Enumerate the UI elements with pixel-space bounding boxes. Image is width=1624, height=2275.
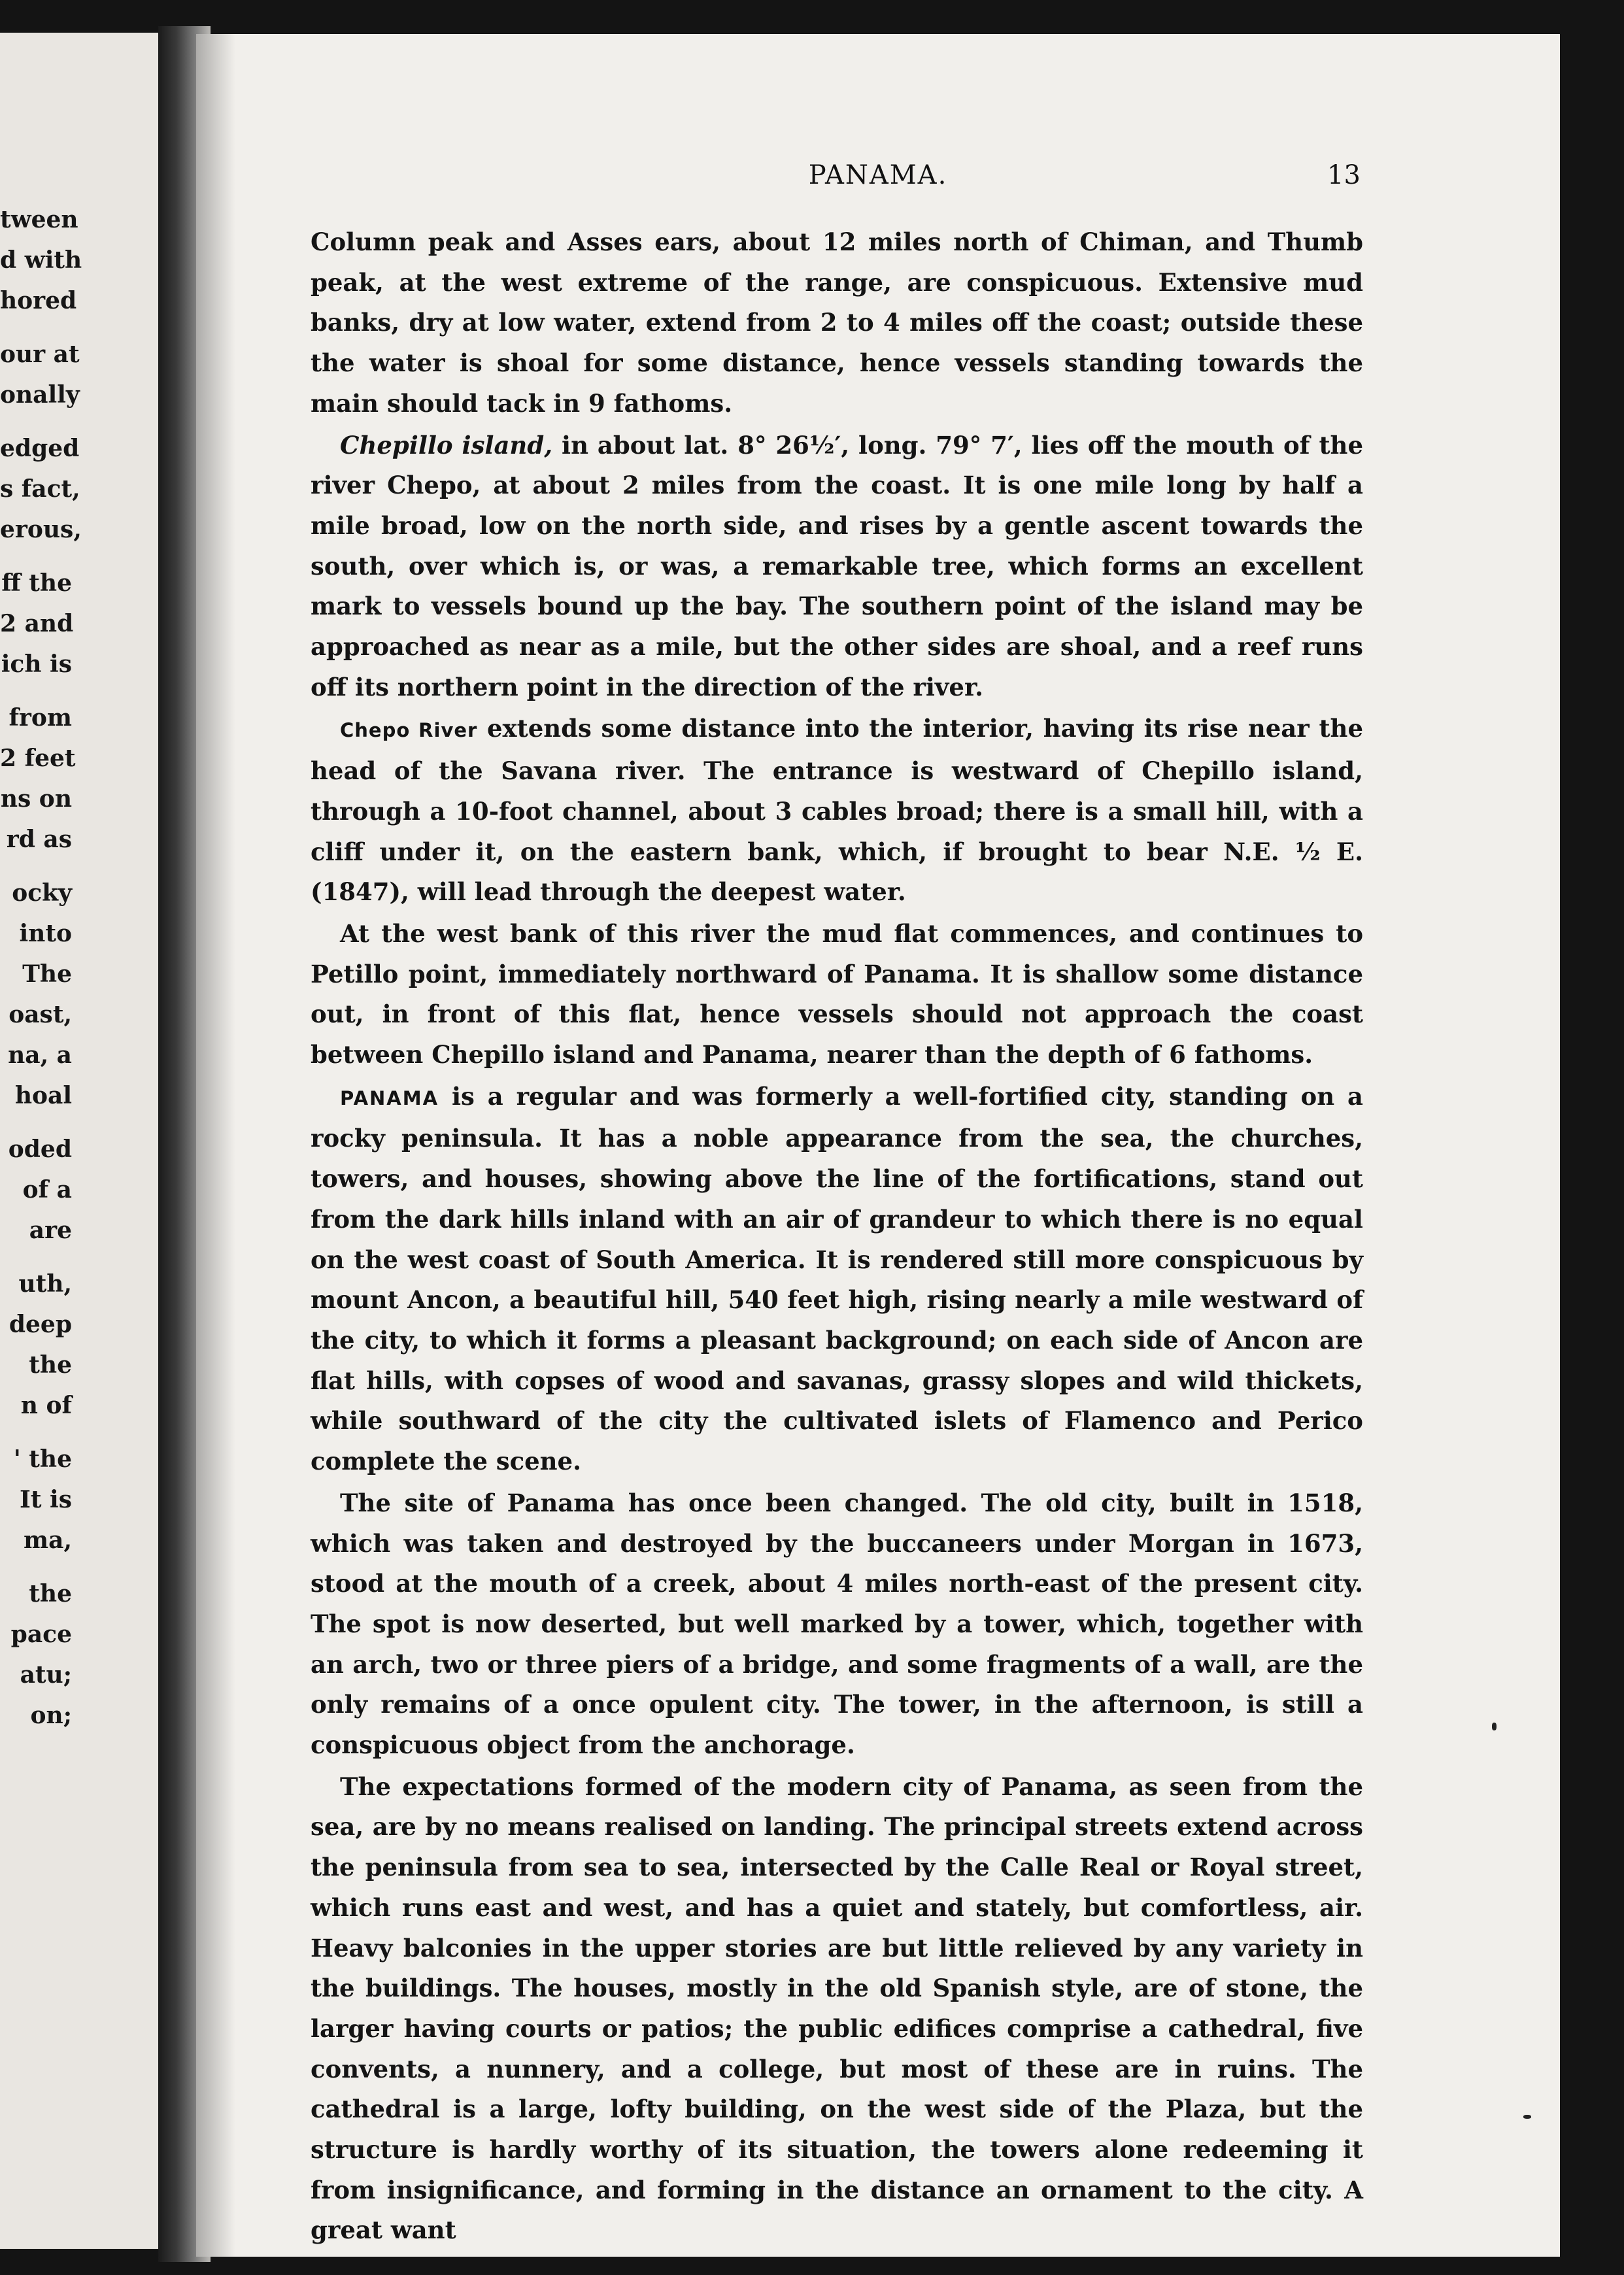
paragraph-column-peak bbox=[311, 222, 1363, 424]
facing-page-line: atu; bbox=[20, 1661, 72, 1689]
facing-page-line: ' the bbox=[13, 1445, 72, 1473]
paragraph-heading: Chepo River bbox=[340, 719, 478, 742]
paragraph-text: The expectations formed of the modern city of Panama, as seen from the sea, are by no means realised on landing. The principal streets extend across the peninsula from sea to sea, intersected by the Calle Real or Royal street, which runs east and west, and has a quiet and stately, but comfortless, air. Heavy balconies in the upper stories are but little relieved by any variety in the buildings. The houses, mostly in the old Spanish style, are of stone, the larger having courts or patios; the public edifices comprise a cathedral, five convents, a nunnery, and a college, but most of these are in ruins. The cathedral is a large, lofty building, on the west side of the Plaza, but the structure is hardly worthy of its situation, the towers alone redeeming it from insignificance, and forming in the distance an ornament to the city. A great want bbox=[311, 1772, 1363, 2245]
facing-page-line: hored bbox=[0, 287, 77, 314]
facing-page-line: The bbox=[22, 960, 72, 988]
paragraph-old-city bbox=[311, 1483, 1363, 1766]
facing-page-line: n of bbox=[20, 1392, 72, 1419]
facing-page-line: ns on bbox=[0, 785, 72, 813]
paragraph-text: in about lat. 8° 26½′, long. 79° 7′, lies off the mouth of the river Chepo, at about 2 miles from the coast. It is one mile long by half a mile broad, low on the north side, and rises by a gentle ascent towards the south, over which is, or was, a remarkable tree, which forms an excellent mark to vessels bound up the bay. The southern point of the island may be approached as near as a mile, but the other sides are shoal, and a reef runs off its northern point in the direction of the river. bbox=[311, 430, 1363, 701]
page-shadow bbox=[196, 34, 235, 2257]
facing-page-line: ocky bbox=[12, 879, 72, 907]
facing-page-line: tween bbox=[0, 206, 78, 233]
facing-page-line: are bbox=[29, 1217, 72, 1244]
paragraph-text: At the west bank of this river the mud flat commences, and continues to Petillo point, immediately northward of Panama. It is shallow some distance out, in front of this flat, hence vessels should not approach the coast between Chepillo island and Panama, nearer than the depth of 6 fathoms. bbox=[311, 918, 1363, 1070]
ink-speck bbox=[1492, 1723, 1497, 1730]
facing-page-line: oast, bbox=[8, 1001, 72, 1028]
facing-page-line: of a bbox=[22, 1176, 72, 1204]
facing-page-line: the bbox=[29, 1351, 72, 1379]
facing-page-line: edged bbox=[0, 435, 80, 462]
facing-page-line: erous, bbox=[0, 516, 82, 543]
facing-page-line: 2 and bbox=[0, 610, 74, 637]
facing-page-line: from bbox=[8, 704, 72, 732]
facing-page-line: our at bbox=[0, 341, 80, 368]
paragraph-text: Column peak and Asses ears, about 12 miles north of Chiman, and Thumb peak, at the west extreme of the range, are conspicuous. Extensive mud banks, dry at low water, extend from 2 to 4 miles off the coast; outside these the water is shoal for some distance, hence vessels standing towards the main should tack in 9 fathoms. bbox=[311, 228, 1363, 418]
ink-speck bbox=[1523, 2115, 1531, 2119]
paragraph-heading: PANAMA bbox=[340, 1087, 439, 1109]
facing-page-line: s fact, bbox=[0, 475, 80, 503]
facing-page-line: hoal bbox=[14, 1082, 72, 1109]
paragraph-text: The site of Panama has once been changed. The old city, built in 1518, which was taken and destroyed by the buccaneers under Morgan in 1673, stood at the mouth of a creek, about 4 miles north-east of the present city. The spot is now deserted, but well marked by a tower, which, together with an arch, two or three piers of a bridge, and some fragments of a wall, are the only remains of a once opulent city. The tower, in the afternoon, is still a conspicuous object from the anchorage. bbox=[311, 1488, 1363, 1760]
facing-page-line: deep bbox=[8, 1311, 72, 1338]
running-head: PANAMA. bbox=[808, 160, 948, 190]
paragraph-text: extends some distance into the interior, having its rise near the head of the Savana river. The entrance is westward of Chepillo island, through a 10-foot channel, about 3 cables broad; there is a small hill, with a cliff under it, on the eastern bank, which, if brought to bear N.E. ½ E. (1847), will lead through the deepest water. bbox=[311, 714, 1363, 907]
paragraph-chepo-river bbox=[311, 709, 1363, 913]
facing-page-line: 2 feet bbox=[0, 745, 76, 772]
facing-page-line: pace bbox=[10, 1621, 72, 1648]
facing-page-line: It is bbox=[20, 1486, 72, 1513]
facing-page-line: ma, bbox=[24, 1526, 72, 1554]
facing-page-line: uth, bbox=[18, 1270, 72, 1298]
facing-page-line: d with bbox=[0, 246, 82, 274]
facing-page-line: oded bbox=[8, 1136, 72, 1163]
page-number: 13 bbox=[1327, 160, 1361, 190]
facing-page-line: na, a bbox=[8, 1041, 72, 1069]
paragraph-lead: Chepillo island, bbox=[340, 430, 553, 460]
facing-page-line: ich is bbox=[1, 650, 72, 678]
facing-page-line: the bbox=[29, 1580, 72, 1608]
paragraph-chepillo-island bbox=[311, 426, 1363, 708]
paragraph-modern-city bbox=[311, 1767, 1363, 2251]
paragraph-text: is a regular and was formerly a well-fortified city, standing on a rocky peninsula. It has a noble appearance from the sea, the churches, towers, and houses, showing above the line of the fortifications, stand out from the dark hills inland with an air of grandeur to which there is no equal on the west coast of South America. It is rendered still more conspicuous by mount Ancon, a beautiful hill, 540 feet high, rising nearly a mile westward of the city, to which it forms a pleasant background; on each side of Ancon are flat hills, with copses of wood and savanas, grassy slopes and wild thickets, while southward of the city the cultivated islets of Flamenco and Perico complete the scene. bbox=[311, 1081, 1363, 1476]
facing-page-line: rd as bbox=[6, 826, 72, 853]
facing-page bbox=[0, 33, 163, 2249]
paragraph-panama bbox=[311, 1077, 1363, 1482]
body-text bbox=[311, 222, 1363, 2252]
facing-page-line: into bbox=[19, 920, 72, 947]
facing-page-line: on; bbox=[30, 1702, 72, 1729]
facing-page-line: ff the bbox=[1, 569, 72, 597]
facing-page-line: onally bbox=[0, 381, 80, 409]
paragraph-mud-flat bbox=[311, 914, 1363, 1075]
